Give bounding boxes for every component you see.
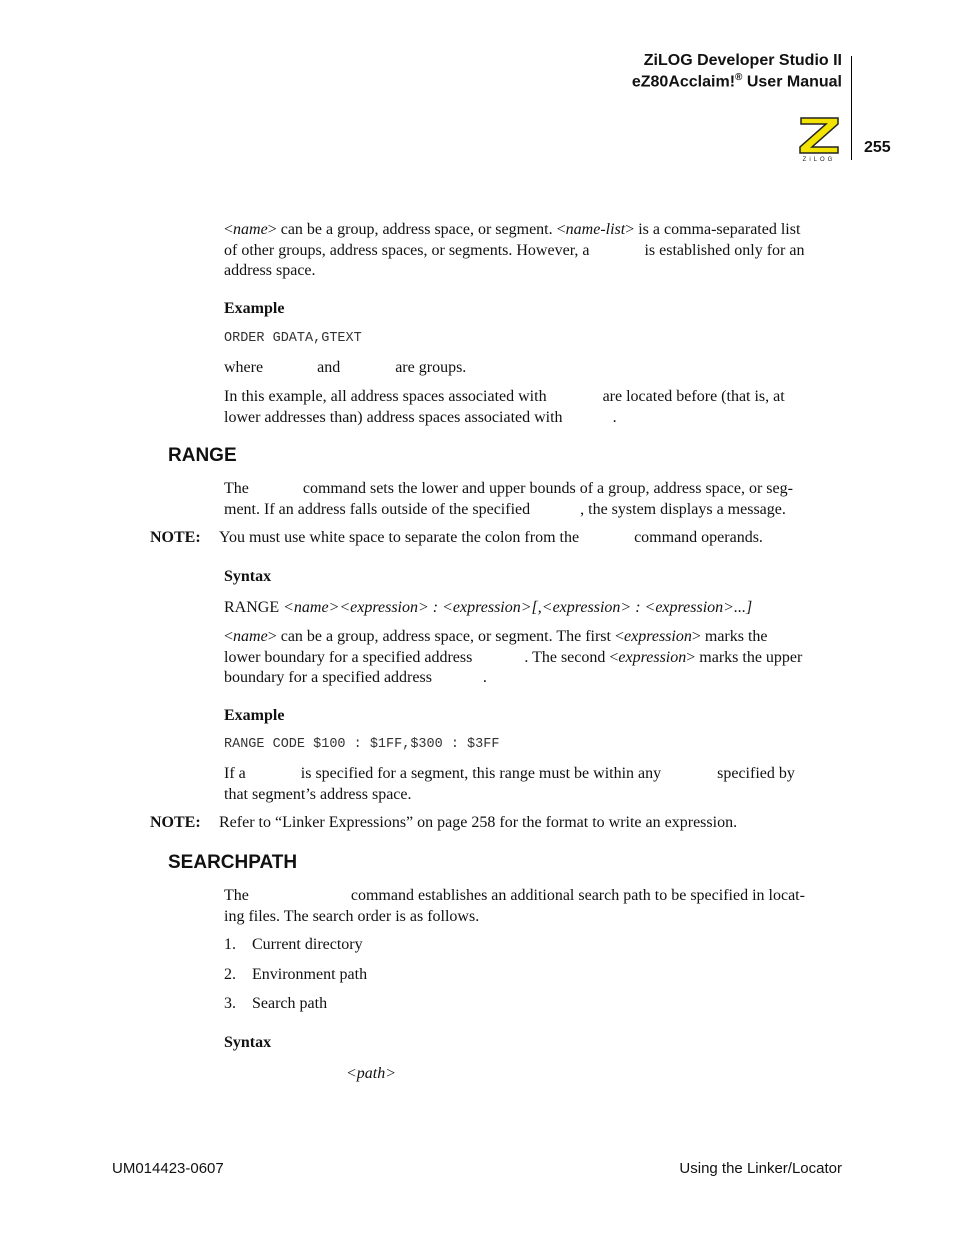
range-syntax	[224, 598, 844, 619]
list-number: 2.	[224, 966, 236, 983]
footer-chapter: Using the Linker/Locator	[679, 1160, 842, 1177]
note-text: Refer to “Linker Expressions” on page 258 for the format to write an expression.	[219, 814, 738, 831]
where-text: where	[224, 359, 264, 376]
note-1	[150, 529, 763, 547]
list-number: 1.	[224, 936, 236, 953]
note-label: NOTE:	[150, 529, 201, 546]
name-term: name	[233, 628, 268, 645]
order-paragraph-2	[224, 387, 844, 428]
range-text: .	[482, 669, 487, 686]
syntax-keyword: RANGE	[224, 599, 284, 616]
range-text: . The second <	[524, 648, 619, 666]
note-text: You must use white space to separate the colon from the	[219, 529, 580, 546]
where-text: are groups.	[395, 359, 467, 376]
note-text: command operands.	[634, 529, 763, 546]
section-heading-range: RANGE	[168, 445, 237, 466]
range-text: lower boundary for a specified address	[224, 648, 473, 666]
range-text: boundary for a specified address	[224, 669, 432, 686]
note-2	[150, 814, 737, 832]
order-text: is established only for an	[644, 241, 805, 259]
syntax-heading: Syntax	[224, 1034, 272, 1051]
footer-doc-id: UM014423-0607	[112, 1160, 224, 1177]
logo-text: ZiLOG	[802, 157, 836, 162]
order-text: can be a group, address space, or segment.	[276, 221, 557, 238]
range-paragraph-2: <name> can be a group, address space, or segment. The first <expression> marks the lower boundary for a specified address . The second <expression> marks the upper boundary for a specified address .	[224, 628, 803, 686]
doc-subtitle-b: User Manual	[742, 73, 842, 91]
order-paragraph-1: <name> can be a group, address space, or segment. <name-list> is a comma-separated list of other groups, address spaces, or segments. However, a is established only for an address space.	[224, 220, 844, 282]
range-text: The	[224, 480, 249, 497]
order-text: In this example, all address spaces associated with	[224, 388, 547, 405]
where-text: and	[317, 359, 341, 376]
order-text: of other groups, address spaces, or segments. However, a	[224, 241, 590, 259]
code-example: RANGE CODE $100 : $1FF,$300 : $3FF	[224, 737, 500, 752]
list-item	[224, 936, 363, 954]
searchpath-text: ing files. The search order is as follows.	[224, 907, 480, 925]
range-text: command sets the lower and upper bounds of a group, address space, or seg-	[302, 480, 793, 497]
range-text: > marks the upper	[686, 648, 803, 666]
list-text: Search path	[252, 995, 328, 1012]
range-text: If a	[224, 765, 246, 782]
doc-subtitle-a: eZ80Acclaim!	[631, 73, 736, 91]
range-text: , the system displays a message.	[580, 500, 786, 518]
example-heading: Example	[224, 300, 285, 317]
order-text: .	[612, 408, 617, 426]
zilog-logo	[796, 114, 842, 162]
range-paragraph-1	[224, 479, 844, 520]
range-text: that segment’s address space.	[224, 785, 412, 803]
range-text: is specified for a segment, this range must be within any	[300, 765, 662, 782]
order-text: are located before (that is, at	[602, 388, 785, 405]
searchpath-text: The	[224, 887, 249, 904]
code-example: ORDER GDATA,GTEXT	[224, 331, 362, 346]
section-heading-searchpath: SEARCHPATH	[168, 852, 298, 873]
expression-term: expression	[624, 628, 692, 645]
list-item	[224, 995, 327, 1013]
example-heading: Example	[224, 707, 285, 724]
zilog-logo-icon	[796, 114, 842, 162]
syntax-args: <name><expression> : <expression>[,<expression> : <expression>...]	[283, 599, 753, 616]
list-text: Environment path	[252, 966, 368, 983]
searchpath-syntax	[346, 1064, 396, 1085]
range-text: ment. If an address falls outside of the specified	[224, 500, 531, 518]
range-text: > marks the	[691, 628, 768, 645]
expression-term: expression	[618, 648, 687, 666]
range-text: can be a group, address space, or segment. The first <	[276, 628, 624, 645]
range-paragraph-3	[224, 764, 844, 805]
searchpath-text: command establishes an additional search path to be specified in locat-	[350, 887, 805, 904]
order-text: lower addresses than) address spaces associated with	[224, 408, 563, 426]
order-text: is a comma-separated list	[634, 221, 801, 238]
header-divider	[851, 56, 852, 160]
name-term: name	[233, 221, 268, 238]
registered-mark: ®	[735, 72, 743, 83]
list-number: 3.	[224, 995, 236, 1012]
doc-subtitle	[632, 72, 842, 91]
doc-title: ZiLOG Developer Studio II	[643, 52, 842, 69]
name-list-term: name-list	[565, 221, 626, 238]
range-text: specified by	[717, 765, 795, 782]
list-text: Current directory	[252, 936, 363, 953]
order-text: address space.	[224, 262, 316, 279]
list-item	[224, 966, 367, 984]
syntax-heading: Syntax	[224, 568, 272, 585]
syntax-args: <path>	[346, 1065, 397, 1082]
where-line	[224, 358, 844, 379]
searchpath-paragraph-1	[224, 886, 844, 927]
page-number: 255	[864, 139, 891, 156]
note-label: NOTE:	[150, 814, 201, 831]
